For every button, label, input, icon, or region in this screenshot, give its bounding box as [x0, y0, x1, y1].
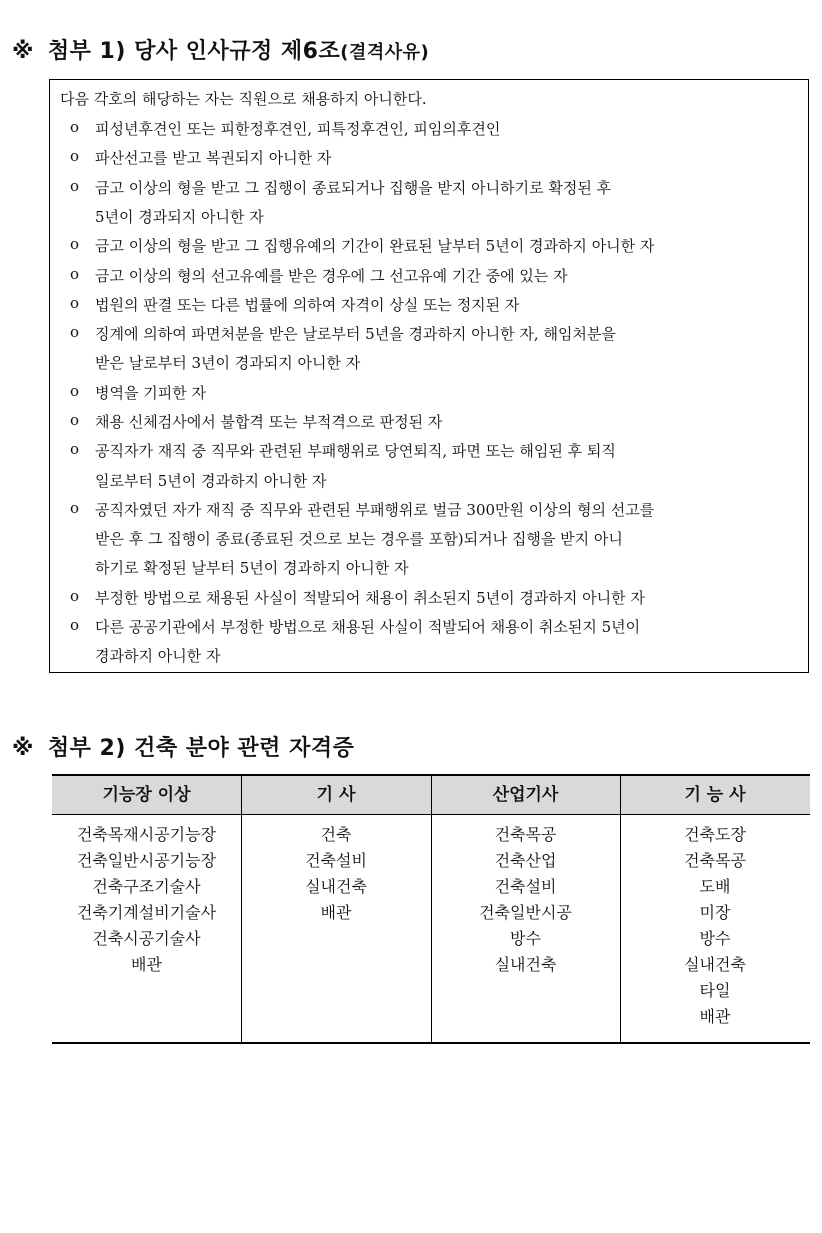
table-header-cell: 기 능 사: [684, 785, 746, 805]
disqualification-box: [49, 79, 809, 673]
reference-mark: ※: [12, 39, 34, 64]
disqualification-item-text: 공직자였던 자가 재직 중 직무와 관련된 부패행위로 벌금 300만원 이상의 형의 선고를: [95, 500, 655, 519]
table-cell: 미장: [699, 903, 731, 922]
disqualification-item-text: 금고 이상의 형을 받고 그 집행유예의 기간이 완료된 날부터 5년이 경과하지 아니한 자: [95, 237, 655, 256]
disqualification-item-text: 파산선고를 받고 복권되지 아니한 자: [95, 149, 332, 168]
table-cell: 건축기계설비기술사: [76, 903, 217, 922]
table-header-cell: 기 사: [316, 785, 356, 805]
table-cell: 배관: [320, 903, 352, 922]
table-column: [431, 822, 620, 978]
attachment1-heading: [12, 34, 429, 65]
disqualification-item-text: 채용 신체검사에서 불합격 또는 부적격으로 판정된 자: [95, 413, 443, 431]
disqualification-item-text: 징계에 의하여 파면처분을 받은 날로부터 5년을 경과하지 아니한 자, 해임처분을: [95, 325, 616, 344]
table-header-cell: 산업기사: [492, 785, 559, 805]
disqualification-item-text: 금고 이상의 형의 선고유예를 받은 경우에 그 선고유예 기간 중에 있는 자: [95, 266, 568, 285]
table-cell: 건축목재시공기능장: [76, 825, 217, 844]
bullet-icon: o: [70, 411, 80, 429]
table-cell: 배관: [699, 1007, 731, 1026]
table-cell: 건축목공: [684, 851, 746, 870]
table-cell: 건축일반시공기능장: [76, 851, 217, 870]
table-cell: 실내건축: [684, 955, 746, 974]
bullet-icon: o: [70, 498, 80, 517]
table-cell: 건축목공: [494, 825, 557, 844]
table-cell: 실내건축: [305, 877, 367, 896]
disqualification-item-text: 받은 날로부터 3년이 경과되지 아니한 자: [95, 354, 361, 373]
attachment1-title: 첨부 1) 당사 인사규정 제6조: [47, 39, 341, 64]
table-cell: 건축일반시공: [479, 903, 572, 922]
bullet-icon: o: [70, 616, 80, 635]
table-cell: 건축설비: [305, 851, 367, 870]
table-cell: 타일: [699, 981, 731, 1000]
bullet-icon: o: [70, 147, 80, 166]
attachment2-title: 첨부 2) 건축 분야 관련 자격증: [47, 736, 355, 761]
table-cell: 도배: [699, 877, 731, 896]
disqualification-item-text: 병역을 기피한 자: [95, 383, 206, 402]
bullet-icon: o: [70, 264, 80, 283]
table-column: [241, 822, 431, 926]
attachment1-title-suffix: (결격사유): [340, 42, 430, 63]
bullet-icon: o: [70, 323, 80, 342]
disqualification-item-text: 공직자가 재직 중 직무와 관련된 부패행위로 당연퇴직, 파면 또는 해임된 후 퇴직: [95, 442, 616, 461]
table-cell: 건축시공기술사: [92, 929, 201, 948]
disqualification-item-text: 피성년후견인 또는 피한정후견인, 피특정후견인, 피임의후견인: [95, 120, 501, 138]
disqualification-item-text: 받은 후 그 집행이 종료(종료된 것으로 보는 경우를 포함)되거나 집행을 받지 아니: [95, 530, 623, 549]
bullet-icon: o: [70, 235, 80, 254]
table-column: [620, 822, 810, 1030]
disqualification-item-text: 경과하지 아니한 자: [95, 647, 221, 666]
disqualification-item-text: 부정한 방법으로 채용된 사실이 적발되어 채용이 취소된지 5년이 경과하지 아니한 자: [95, 588, 645, 607]
table-header-cell: 기능장 이상: [102, 785, 191, 805]
table-cell: 건축: [320, 825, 352, 844]
certificate-table: [52, 774, 810, 1044]
disqualification-item-text: 다른 공공기관에서 부정한 방법으로 채용된 사실이 적발되어 채용이 취소된지 5년이: [95, 618, 641, 637]
disqualification-intro: 다음 각호의 해당하는 자는 직원으로 채용하지 아니한다.: [60, 90, 427, 108]
bullet-icon: o: [70, 176, 80, 195]
bullet-icon: o: [70, 118, 80, 136]
disqualification-item-text: 금고 이상의 형을 받고 그 집행이 종료되거나 집행을 받지 아니하기로 확정된 후: [95, 178, 612, 197]
disqualification-item-text: 하기로 확정된 날부터 5년이 경과하지 아니한 자: [95, 559, 409, 578]
table-column: [52, 822, 241, 978]
disqualification-item-text: 일로부터 5년이 경과하지 아니한 자: [95, 471, 327, 490]
table-cell: 건축설비: [494, 877, 557, 896]
table-cell: 건축도장: [684, 825, 746, 844]
disqualification-item-text: 법원의 판결 또는 다른 법률에 의하여 자격이 상실 또는 정지된 자: [95, 295, 520, 314]
table-cell: 배관: [131, 955, 162, 974]
table-cell: 실내건축: [494, 955, 557, 974]
disqualification-item-text: 5년이 경과되지 아니한 자: [95, 207, 264, 226]
table-cell: 방수: [510, 929, 541, 948]
table-cell: 방수: [699, 929, 731, 948]
attachment2-heading: [12, 731, 354, 762]
bullet-icon: o: [70, 440, 80, 459]
reference-mark: ※: [12, 736, 34, 761]
bullet-icon: o: [70, 381, 80, 400]
bullet-icon: o: [70, 293, 80, 312]
table-cell: 건축산업: [494, 851, 557, 870]
table-cell: 건축구조기술사: [92, 877, 201, 896]
bullet-icon: o: [70, 586, 80, 605]
